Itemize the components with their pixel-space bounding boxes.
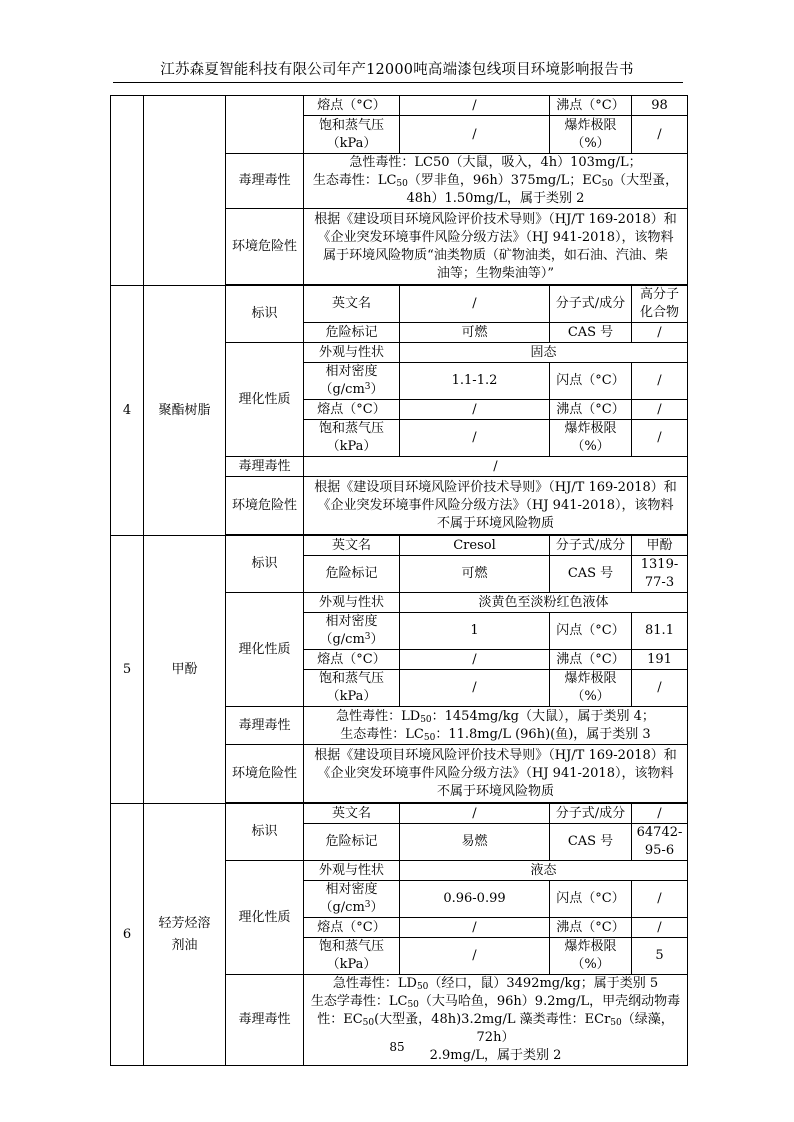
s6-appearance-label: 外观与性状 [304,861,400,881]
s6-tox-text: 急性毒性：$LD_{50}$（经口，鼠）3492mg/kg；属于类别 5 生态学毒性：$LC_{50}$（大马哈鱼，96h）9.2mg/L，甲壳纲动物毒 性：$EC_{50}$(大型蚤，48h)3.2mg/L 藻类毒性：ECr$_{50}$（绿藻，72h） 2.9mg/L，属于类别 2 [304,975,688,1066]
s3-env-line1: 根据《建设项目环境风险评价技术导则》（HJ/T 169-2018）和 [314,211,677,227]
s3-env-line3: 属于环境风险物质“油类物质（矿物油类，如石油、汽油、柴 [323,247,668,263]
s3-mp-label: 熔点（°C） [304,96,400,116]
s4-formula-label: 分子式/成分 [550,286,632,323]
s5-vp-value: / [400,670,550,707]
s4-el-value: / [632,420,688,457]
s6-formula-label: 分子式/成分 [550,804,632,824]
s6-tox-label: 毒理毒性 [226,975,304,1066]
s5-en-label: 英文名 [304,536,400,556]
s6-density-value: 0.96-0.99 [400,881,550,918]
s4-hazard-label: 危险标记 [304,323,400,343]
s4-tox-value: / [304,457,688,477]
s4-bp-label: 沸点（°C） [550,400,632,420]
s3-vp-label [304,116,400,154]
s3-bp-label: 沸点（°C） [550,96,632,116]
s6-vp-value: / [400,938,550,975]
s5-name: 甲酚 [144,536,226,804]
s5-env-label: 环境危险性 [226,745,304,803]
s5-density-value: 1 [400,613,550,650]
s4-tox-label: 毒理毒性 [226,457,304,477]
s5-mp-label: 熔点（°C） [304,650,400,670]
el-label-line1: 爆炸极限 [564,117,617,133]
s3-tox-line1: 急性毒性：LC50（大鼠，吸入，4h）103mg/L； [349,155,642,170]
s4-appearance-value: 固态 [400,343,688,363]
s6-en-value: / [400,804,550,824]
s5-flash-value: 81.1 [632,613,688,650]
s6-name: 轻芳烃溶剂油 [144,804,226,1066]
s3-tox-line2: 生态毒性：$LC_{50}$（罗非鱼，96h）375mg/L；$EC_{50}$（大型蚤， [312,173,679,189]
s3-tox-text [304,154,688,209]
s4-id-label: 标识 [226,286,304,343]
s5-vp-label: 饱和蒸气压 （kPa） [304,670,400,707]
s4-density-value: 1.1-1.2 [400,363,550,400]
s6-flash-label: 闪点（°C） [550,881,632,918]
s6-hazard-label: 危险标记 [304,824,400,861]
vp-label-line2: （kPa） [326,135,377,151]
s3-tox-line3: 48h）1.50mg/L，属于类别 2 [406,191,585,206]
s6-cas-value: 64742-95-6 [632,824,688,861]
s5-mp-value: / [400,650,550,670]
s6-no: 6 [111,804,144,1066]
s4-env-label: 环境危险性 [226,477,304,535]
s5-id-label: 标识 [226,536,304,593]
s5-el-label: 爆炸极限 （%） [550,670,632,707]
s6-cas-label: CAS 号 [550,824,632,861]
s4-cas-value: / [632,323,688,343]
s4-en-value: / [400,286,550,323]
s5-no: 5 [111,536,144,804]
s4-mp-label: 熔点（°C） [304,400,400,420]
vp-label-line1: 饱和蒸气压 [318,117,384,133]
s4-name: 聚酯树脂 [144,286,226,536]
s6-vp-label: 饱和蒸气压 （kPa） [304,938,400,975]
hazard-properties-table [110,95,688,1066]
s5-bp-value: 191 [632,650,688,670]
s4-hazard-value: 可燃 [400,323,550,343]
s6-phys-label: 理化性质 [226,861,304,975]
s5-cas-value: 1319-77-3 [632,556,688,593]
s3-name-cell [144,96,226,286]
s4-vp-label: 饱和蒸气压 （kPa） [304,420,400,457]
s5-bp-label: 沸点（°C） [550,650,632,670]
s5-appearance-label: 外观与性状 [304,593,400,613]
s3-env-label: 环境危险性 [226,209,304,285]
el-label-line2: （%） [571,135,610,151]
page-number: 85 [389,1040,405,1054]
s6-mp-label: 熔点（°C） [304,918,400,938]
s5-en-value: Cresol [400,536,550,556]
s5-phys-label: 理化性质 [226,593,304,707]
header-rule [113,82,683,83]
s5-flash-label: 闪点（°C） [550,613,632,650]
s6-flash-value: / [632,881,688,918]
s6-en-label: 英文名 [304,804,400,824]
s4-el-label: 爆炸极限 （%） [550,420,632,457]
s3-el-value: / [632,116,688,154]
s4-appearance-label: 外观与性状 [304,343,400,363]
s4-phys-label: 理化性质 [226,343,304,457]
s5-formula-value: 甲酚 [632,536,688,556]
s6-id-row1 [111,804,688,824]
s4-env-text: 根据《建设项目环境风险评价技术导则》（HJ/T 169-2018）和 《企业突发环境事件风险分级方法》（HJ 941-2018），该物料 不属于环境风险物质 [304,477,688,535]
s5-env-text: 根据《建设项目环境风险评价技术导则》（HJ/T 169-2018）和 《企业突发环境事件风险分级方法》（HJ 941-2018），该物料 不属于环境风险物质 [304,745,688,803]
s3-bp-value: 98 [632,96,688,116]
s5-formula-label: 分子式/成分 [550,536,632,556]
s4-id-row1 [111,286,688,323]
s3-el-label [550,116,632,154]
s3-tox-label: 毒理毒性 [226,154,304,209]
s6-mp-value: / [400,918,550,938]
s3-env-line2: 《企业突发环境事件风险分级方法》（HJ 941-2018），该物料 [317,229,674,245]
s4-no: 4 [111,286,144,536]
s3-mp-row [111,96,688,116]
s5-cas-label: CAS 号 [550,556,632,593]
s6-id-label: 标识 [226,804,304,861]
s3-env-text [304,209,688,285]
s5-el-value: / [632,670,688,707]
s3-mp-value: / [400,96,550,116]
s4-en-label: 英文名 [304,286,400,323]
s6-hazard-value: 易燃 [400,824,550,861]
s6-bp-value: / [632,918,688,938]
s6-el-value: 5 [632,938,688,975]
s6-density-label: 相对密度 $(g/cm^3)$ [304,881,400,918]
s5-id-row1 [111,536,688,556]
s4-cas-label: CAS 号 [550,323,632,343]
s6-appearance-value: 液态 [400,861,688,881]
s4-density-label: 相对密度 $(g/cm^3)$ [304,363,400,400]
s3-phys-cell [226,96,304,154]
s6-bp-label: 沸点（°C） [550,918,632,938]
s3-no-cell [111,96,144,286]
s4-vp-value: / [400,420,550,457]
s4-mp-value: / [400,400,550,420]
s6-formula-value: / [632,804,688,824]
s5-appearance-value: 淡黄色至淡粉红色液体 [400,593,688,613]
s5-tox-label: 毒理毒性 [226,707,304,745]
s3-vp-value: / [400,116,550,154]
s5-hazard-label: 危险标记 [304,556,400,593]
s4-formula-value: 高分子化合物 [632,286,688,323]
s5-hazard-value: 可燃 [400,556,550,593]
s5-tox-text: 急性毒性：$LD_{50}$：1454mg/kg（大鼠），属于类别 4； 生态毒性：$LC_{50}$：11.8mg/L (96h)(鱼)，属于类别 3 [304,707,688,745]
s3-env-line4: 油等；生物柴油等）” [436,265,555,281]
s4-bp-value: / [632,400,688,420]
page-header: 江苏森夏智能科技有限公司年产12000吨高端漆包线项目环境影响报告书 [160,62,634,78]
s4-flash-label: 闪点（°C） [550,363,632,400]
s4-flash-value: / [632,363,688,400]
s6-el-label: 爆炸极限 （%） [550,938,632,975]
s5-density-label: 相对密度 $(g/cm^3)$ [304,613,400,650]
